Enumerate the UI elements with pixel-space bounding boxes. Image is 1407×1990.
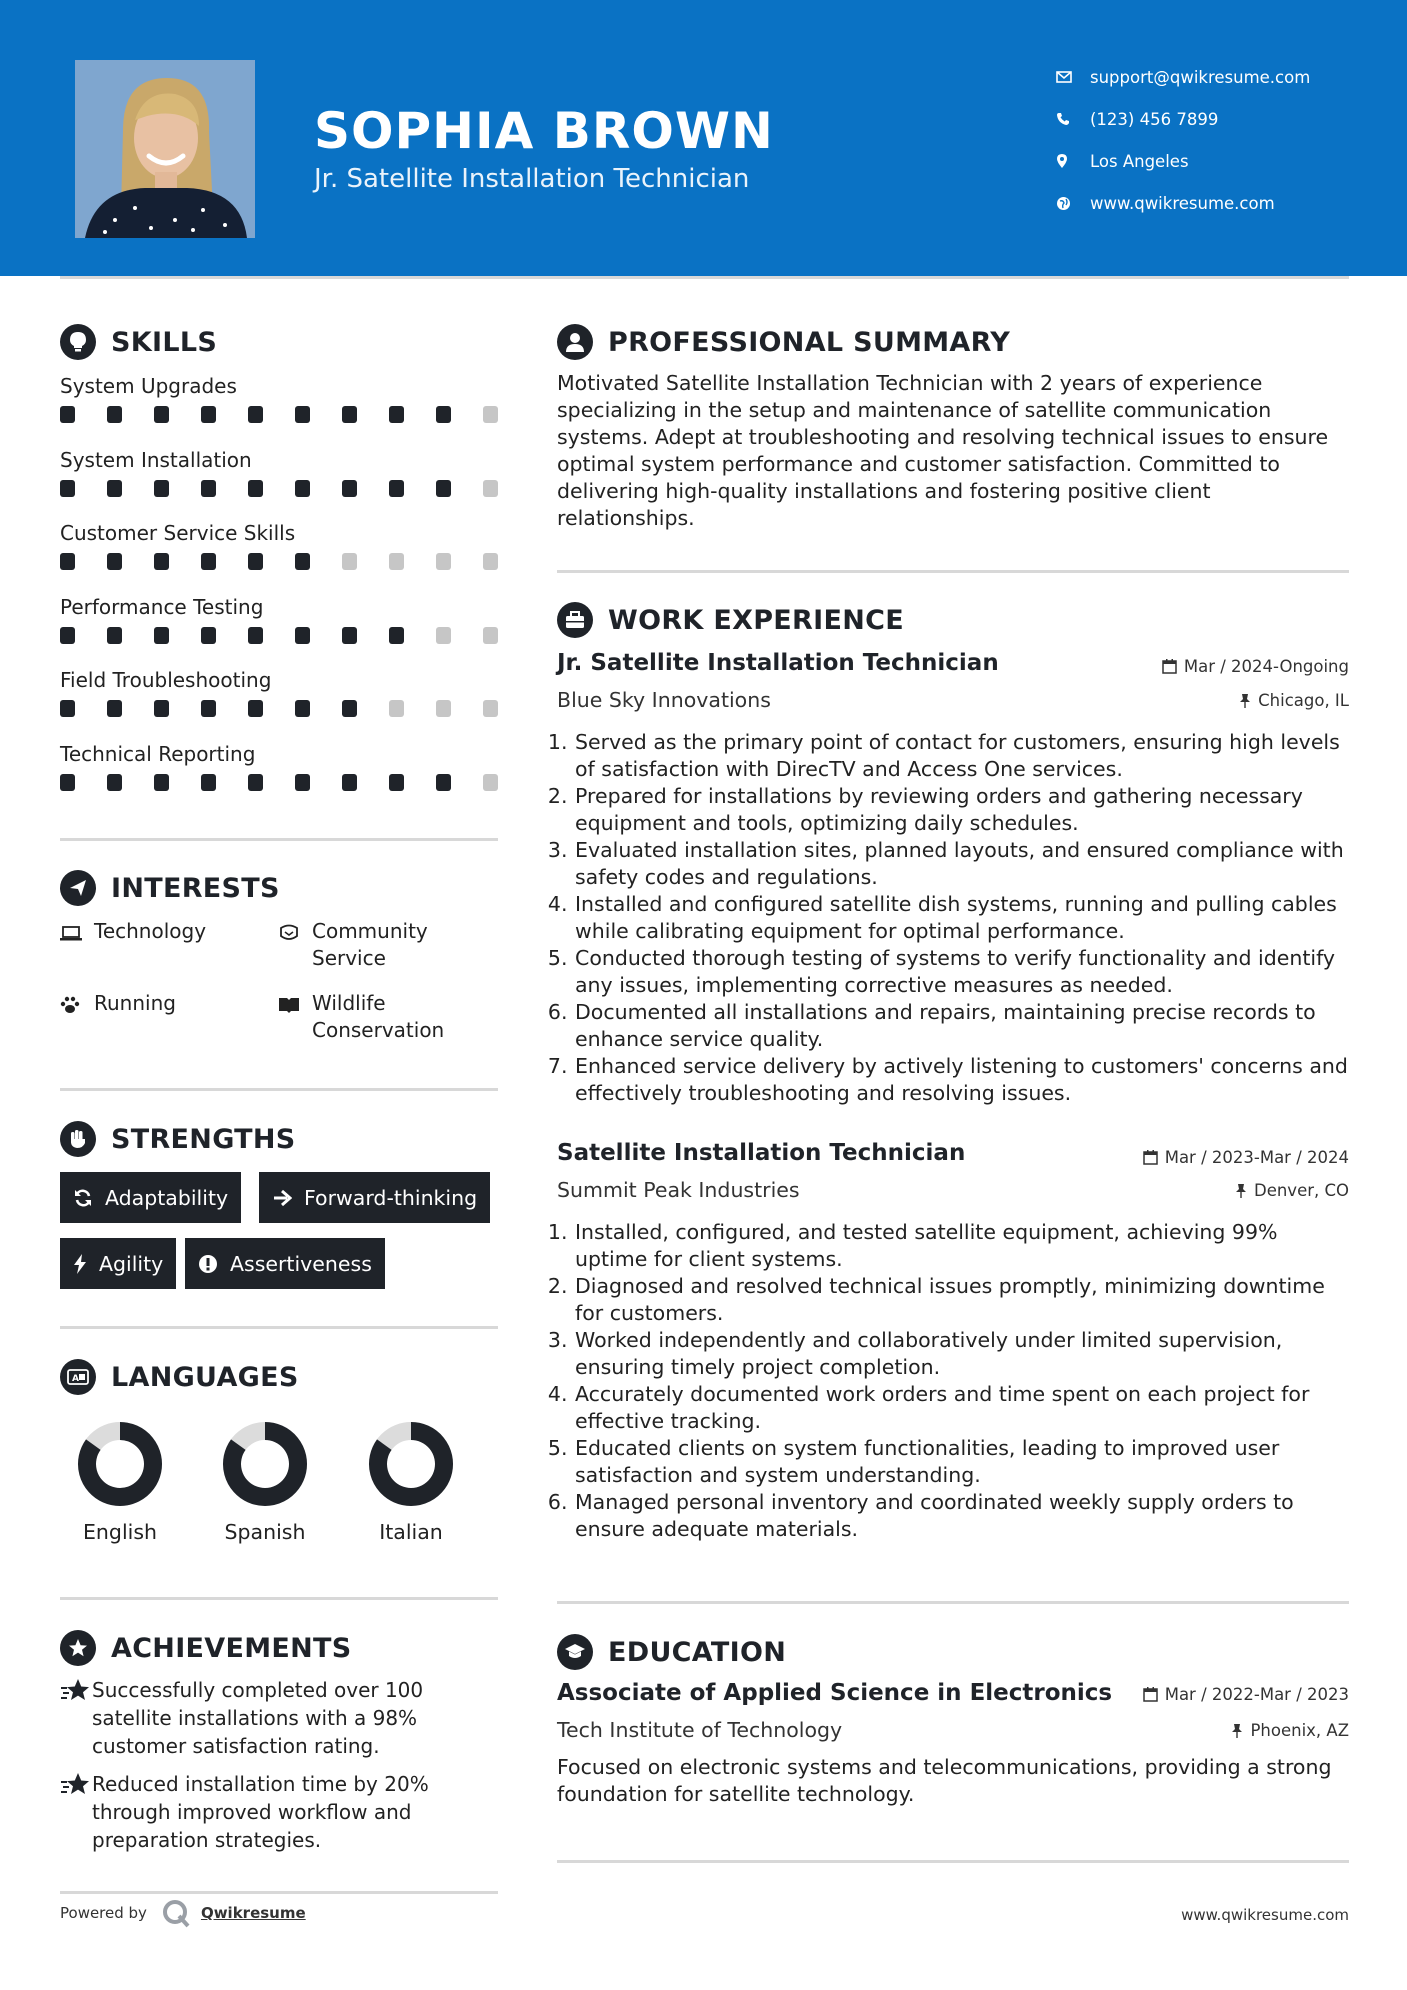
skill-dot-filled <box>154 700 169 717</box>
skill-dot-filled <box>342 627 357 644</box>
skill-dot-filled <box>201 480 216 497</box>
skill-name: Technical Reporting <box>60 741 256 766</box>
achievements-heading <box>60 1630 352 1666</box>
education-location <box>1231 1721 1349 1740</box>
job-location-text: Chicago, IL <box>1258 691 1349 710</box>
translate-icon <box>60 1359 96 1395</box>
exclamation-icon <box>198 1254 218 1274</box>
skill-dot-filled <box>342 700 357 717</box>
skill-dot-filled <box>295 553 310 570</box>
language-item <box>356 1420 466 1544</box>
skill-dot-filled <box>389 627 404 644</box>
skill-dot-filled <box>60 406 75 423</box>
skill-dot-filled <box>436 406 451 423</box>
skill-dot-empty <box>483 406 498 423</box>
mail-icon <box>1056 71 1090 83</box>
skill-rating <box>60 406 498 423</box>
skill-dot-filled <box>389 480 404 497</box>
skill-dot-filled <box>201 553 216 570</box>
profile-photo <box>75 60 255 238</box>
skill-dot-filled <box>295 774 310 791</box>
book-icon <box>278 990 312 1021</box>
interest-label: Community Service <box>312 919 428 970</box>
skill-rating <box>60 774 498 791</box>
education-dates <box>1143 1685 1349 1704</box>
skill-dot-filled <box>60 700 75 717</box>
achievement-text: Successfully completed over 100 satellite installations with a 98% customer satisfaction rating. <box>92 1678 424 1758</box>
job-bullet: 4. Accurately documented work orders and time spent on each project for effective tracking. <box>574 1381 1350 1435</box>
interest-item <box>278 918 428 972</box>
job-location <box>1239 691 1349 710</box>
skill-dot-filled <box>295 700 310 717</box>
skill-dot-empty <box>483 627 498 644</box>
job-bullet: 3. Evaluated installation sites, planned layouts, and ensured compliance with safety codes and regulations. <box>574 837 1350 891</box>
skill-dot-filled <box>107 406 122 423</box>
job-bullets <box>555 729 1350 1107</box>
job-dates-text: Mar / 2023-Mar / 2024 <box>1164 1148 1349 1167</box>
achievement-item <box>60 1770 480 1854</box>
skill-dot-filled <box>154 406 169 423</box>
laptop-icon <box>60 918 94 949</box>
skill-dot-filled <box>107 774 122 791</box>
skills-title: SKILLS <box>111 326 218 358</box>
briefcase-icon <box>557 602 593 638</box>
job-company: Blue Sky Innovations <box>557 688 771 712</box>
skill-dot-filled <box>107 627 122 644</box>
pushpin-icon <box>1231 1723 1243 1738</box>
bolt-icon <box>73 1254 87 1274</box>
summary-title: PROFESSIONAL SUMMARY <box>608 326 1011 358</box>
language-name: English <box>82 1520 158 1544</box>
fist-icon <box>60 1121 96 1157</box>
pushpin-icon <box>1235 1183 1247 1198</box>
footer-website[interactable]: www.qwikresume.com <box>1181 1906 1349 1924</box>
section-divider <box>60 1597 498 1600</box>
skill-rating <box>60 480 498 497</box>
skill-dot-filled <box>248 774 263 791</box>
job-bullet: 3. Worked independently and collaboratively under limited supervision, ensuring timely project completion. <box>574 1327 1350 1381</box>
contact-phone[interactable] <box>1056 98 1376 140</box>
job-dates <box>1162 657 1349 676</box>
location-pin-icon <box>1056 153 1090 169</box>
languages-heading <box>60 1359 299 1395</box>
job-bullet: 6. Managed personal inventory and coordinated weekly supply orders to ensure adequate materials. <box>574 1489 1350 1543</box>
skill-dot-filled <box>248 480 263 497</box>
job-bullet: 5. Conducted thorough testing of systems to verify functionality and identify any issues, implementing corrective measures as needed. <box>574 945 1350 999</box>
graduation-cap-icon <box>557 1634 593 1670</box>
skill-dot-empty <box>389 553 404 570</box>
skill-dot-empty <box>436 553 451 570</box>
language-name: Spanish <box>224 1520 306 1544</box>
skill-dot-filled <box>201 406 216 423</box>
interests-title: INTERESTS <box>111 872 280 904</box>
skill-dot-filled <box>436 774 451 791</box>
job-dates-text: Mar / 2024-Ongoing <box>1183 657 1349 676</box>
strength-label: Adaptability <box>105 1185 229 1210</box>
candidate-title: Jr. Satellite Installation Technician <box>314 164 750 194</box>
job-bullets <box>555 1219 1350 1543</box>
summary-heading <box>557 324 1010 360</box>
section-divider <box>60 838 498 841</box>
interest-label: Running <box>94 991 176 1015</box>
job-bullet: 5. Educated clients on system functionalities, leading to improved user satisfaction and system understanding. <box>574 1435 1350 1489</box>
skill-dot-filled <box>342 406 357 423</box>
phone-icon <box>1056 112 1090 126</box>
svg-text:A: A <box>72 1374 79 1384</box>
skill-dot-empty <box>436 627 451 644</box>
skill-dot-filled <box>107 700 122 717</box>
strength-label: Assertiveness <box>230 1251 372 1276</box>
skill-dot-filled <box>154 627 169 644</box>
language-item <box>65 1420 175 1544</box>
paper-plane-icon <box>60 870 96 906</box>
skill-item <box>60 587 500 661</box>
skill-item <box>60 440 500 514</box>
skill-dot-empty <box>389 700 404 717</box>
experience-title: WORK EXPERIENCE <box>608 604 904 636</box>
job-title: Jr. Satellite Installation Technician <box>557 650 999 676</box>
qwikresume-logo-icon <box>161 1898 191 1928</box>
language-donut <box>76 1420 164 1508</box>
skill-item <box>60 734 500 808</box>
skill-item <box>60 366 500 440</box>
skill-dot-filled <box>154 774 169 791</box>
skill-dot-filled <box>60 774 75 791</box>
calendar-icon <box>1143 1150 1158 1165</box>
skill-dot-filled <box>295 480 310 497</box>
star-icon <box>60 1770 92 1854</box>
interest-item <box>60 990 176 1021</box>
calendar-icon <box>1143 1687 1158 1702</box>
user-icon <box>557 324 593 360</box>
strength-label: Agility <box>99 1251 164 1276</box>
job-title: Satellite Installation Technician <box>557 1140 966 1166</box>
section-divider <box>557 570 1349 573</box>
section-divider <box>60 1088 498 1091</box>
achievements-title: ACHIEVEMENTS <box>111 1632 352 1664</box>
strength-chip <box>60 1238 176 1289</box>
skill-item <box>60 660 500 734</box>
skill-dot-empty <box>342 553 357 570</box>
skill-dot-filled <box>201 774 216 791</box>
experience-heading <box>557 602 904 638</box>
skills-list <box>60 366 500 807</box>
skill-dot-filled <box>107 480 122 497</box>
skill-dot-filled <box>107 553 122 570</box>
skill-dot-filled <box>248 700 263 717</box>
skill-name: Field Troubleshooting <box>60 668 272 692</box>
calendar-icon <box>1162 659 1177 674</box>
strength-chip <box>185 1238 385 1289</box>
paw-icon <box>60 990 94 1021</box>
skill-name: Customer Service Skills <box>60 521 296 545</box>
contact-list <box>1056 56 1376 224</box>
section-divider <box>557 1860 1349 1863</box>
skill-dot-filled <box>60 627 75 644</box>
skill-dot-filled <box>295 406 310 423</box>
interests-heading <box>60 870 280 906</box>
education-title: EDUCATION <box>608 1636 787 1668</box>
skill-dot-empty <box>483 700 498 717</box>
strength-chip <box>259 1172 490 1223</box>
powered-by-label: Powered by <box>60 1904 147 1922</box>
skill-dot-empty <box>483 774 498 791</box>
skill-dot-filled <box>154 553 169 570</box>
language-item <box>210 1420 320 1544</box>
job-bullet: 2. Prepared for installations by reviewing orders and gathering necessary equipment and tools, optimizing daily schedules. <box>574 783 1350 837</box>
languages-title: LANGUAGES <box>111 1361 299 1393</box>
powered-by <box>60 1898 306 1928</box>
pushpin-icon <box>1239 693 1251 708</box>
contact-location-text: Los Angeles <box>1090 151 1189 171</box>
star-icon <box>60 1676 92 1760</box>
contact-email[interactable] <box>1056 56 1376 98</box>
strengths-heading <box>60 1121 296 1157</box>
skill-rating <box>60 700 498 717</box>
skill-name: System Installation <box>60 447 252 472</box>
achievement-item <box>60 1676 480 1760</box>
education-dates-text: Mar / 2022-Mar / 2023 <box>1164 1685 1349 1704</box>
skill-dot-filled <box>389 774 404 791</box>
job-bullet: 7. Enhanced service delivery by actively listening to customers' concerns and effectively troubleshooting and resolving issues. <box>574 1053 1350 1107</box>
job-bullet: 2. Diagnosed and resolved technical issues promptly, minimizing downtime for customers. <box>574 1273 1350 1327</box>
contact-website[interactable] <box>1056 182 1376 224</box>
skill-dot-filled <box>248 406 263 423</box>
language-name: Italian <box>379 1520 443 1544</box>
section-divider <box>60 1891 498 1894</box>
interest-item <box>60 918 206 949</box>
candidate-name: SOPHIA BROWN <box>314 102 774 160</box>
strength-chip <box>60 1172 241 1223</box>
contact-phone-text: (123) 456 7899 <box>1090 109 1219 129</box>
skill-dot-filled <box>295 627 310 644</box>
job-bullet: 1. Served as the primary point of contact for customers, ensuring high levels of satisfaction with DirecTV and Access One services. <box>574 729 1350 783</box>
skill-dot-filled <box>60 553 75 570</box>
skill-dot-filled <box>201 700 216 717</box>
job-dates <box>1143 1148 1349 1167</box>
job-bullet: 6. Documented all installations and repairs, maintaining precise records to enhance service quality. <box>574 999 1350 1053</box>
skill-name: System Upgrades <box>60 374 237 398</box>
skill-dot-filled <box>248 553 263 570</box>
education-location-text: Phoenix, AZ <box>1250 1721 1349 1740</box>
job-location-text: Denver, CO <box>1253 1181 1349 1200</box>
skill-dot-filled <box>342 480 357 497</box>
skill-rating <box>60 627 498 644</box>
skill-dot-filled <box>201 627 216 644</box>
skill-dot-empty <box>436 700 451 717</box>
skill-rating <box>60 553 498 570</box>
achievement-text: Reduced installation time by 20% through improved workflow and preparation strategies. <box>92 1772 429 1852</box>
refresh-icon <box>73 1188 93 1208</box>
globe-icon <box>1056 196 1090 211</box>
header-divider <box>60 276 1349 279</box>
skill-dot-filled <box>60 480 75 497</box>
arrow-right-icon <box>272 1189 292 1207</box>
contact-location <box>1056 140 1376 182</box>
education-description: Focused on electronic systems and telecommunications, providing a strong foundation for satellite technology. <box>557 1755 1332 1806</box>
skill-name: Performance Testing <box>60 594 264 619</box>
job-location <box>1235 1181 1349 1200</box>
summary-text: Motivated Satellite Installation Technician with 2 years of experience specializing in the setup and maintenance of satellite communication systems. Adept at troubleshooting and resolving technical issues to ensure optimal system performance and customer satisfaction. Committed to delivering high-quality installations and fostering positive client relationships. <box>557 371 1329 530</box>
strength-label: Forward-thinking <box>304 1185 478 1210</box>
header-banner <box>0 0 1407 276</box>
skill-dot-filled <box>154 480 169 497</box>
skill-dot-empty <box>483 480 498 497</box>
section-divider <box>557 1601 1349 1604</box>
skill-dot-filled <box>342 774 357 791</box>
brand-link[interactable]: Qwikresume <box>200 1904 306 1922</box>
education-degree: Associate of Applied Science in Electronics <box>557 1680 1113 1706</box>
job-company: Summit Peak Industries <box>557 1178 800 1202</box>
language-donut <box>367 1420 455 1508</box>
star-badge-icon <box>60 1630 96 1666</box>
education-school: Tech Institute of Technology <box>557 1718 843 1742</box>
education-heading <box>557 1634 786 1670</box>
lightbulb-icon <box>60 324 96 360</box>
interest-item <box>278 990 444 1044</box>
skill-item <box>60 513 500 587</box>
contact-website-text: www.qwikresume.com <box>1090 193 1275 213</box>
skill-dot-filled <box>248 627 263 644</box>
section-divider <box>60 1326 498 1329</box>
interest-label: Technology <box>94 919 207 943</box>
interest-label: Wildlife Conservation <box>312 991 445 1042</box>
language-donut <box>221 1420 309 1508</box>
strengths-title: STRENGTHS <box>111 1123 296 1155</box>
skill-dot-filled <box>389 406 404 423</box>
skills-heading <box>60 324 217 360</box>
job-bullet: 1. Installed, configured, and tested satellite equipment, achieving 99% uptime for client systems. <box>574 1219 1350 1273</box>
skill-dot-filled <box>436 480 451 497</box>
skill-dot-empty <box>483 553 498 570</box>
contact-email-text: support@qwikresume.com <box>1090 67 1311 87</box>
handshake-icon <box>278 918 312 949</box>
job-bullet: 4. Installed and configured satellite dish systems, running and pulling cables while calibrating equipment for optimal performance. <box>574 891 1350 945</box>
